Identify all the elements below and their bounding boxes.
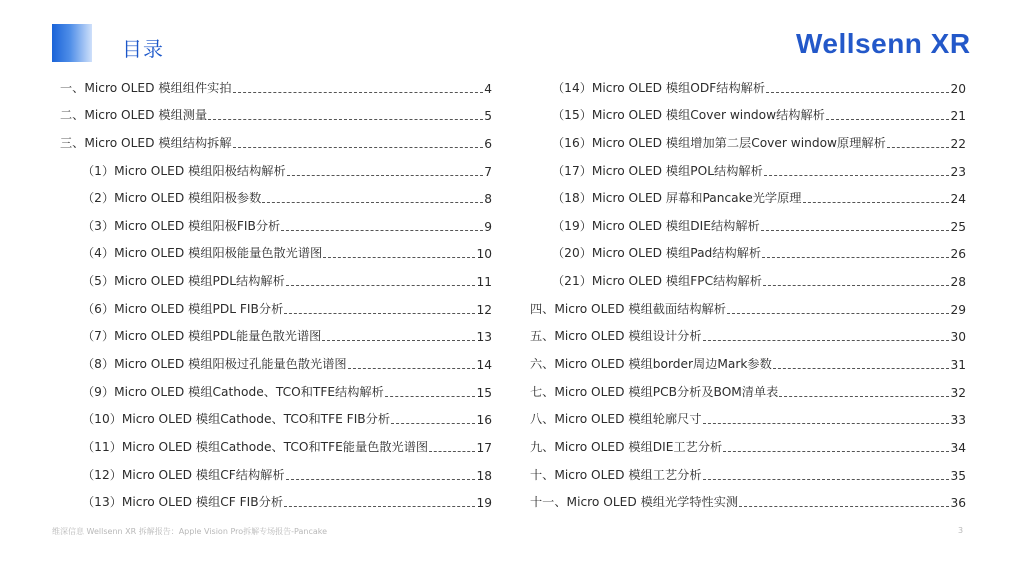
toc-item-label: （15）Micro OLED 模组Cover window结构解析 [552, 108, 825, 123]
toc-item-label: （14）Micro OLED 模组ODF结构解析 [552, 80, 766, 95]
toc-item-label: （3）Micro OLED 模组阳极FIB分析 [82, 218, 281, 233]
toc-item-page: 30 [950, 330, 966, 345]
toc-item-label: （10）Micro OLED 模组Cathode、TCO和TFE FIB分析 [82, 412, 391, 427]
toc-item[interactable] [530, 74, 966, 102]
toc-item-label: 十一、Micro OLED 模组光学特性实测 [530, 495, 739, 510]
toc-leader-dots [779, 396, 949, 397]
toc-leader-dots [391, 423, 475, 424]
toc-item-label: 八、Micro OLED 模组轮廓尺寸 [530, 412, 702, 427]
toc-leader-dots [385, 396, 476, 397]
toc-leader-dots [762, 257, 949, 258]
toc-item-label: （21）Micro OLED 模组FPC结构解析 [552, 274, 762, 289]
toc-item[interactable] [530, 102, 966, 130]
toc-leader-dots [233, 147, 484, 148]
toc-item[interactable] [530, 295, 966, 323]
toc-item-label: 二、Micro OLED 模组测量 [60, 108, 208, 123]
toc-leader-dots [764, 175, 950, 176]
toc-item-page: 35 [950, 468, 966, 483]
toc-item[interactable] [60, 102, 492, 130]
toc-item-page: 15 [476, 385, 492, 400]
toc-leader-dots [703, 479, 950, 480]
toc-leader-dots [887, 147, 950, 148]
toc-item-label: 六、Micro OLED 模组border周边Mark参数 [530, 357, 772, 372]
toc-item[interactable] [530, 406, 966, 434]
toc-item-label: 九、Micro OLED 模组DIE工艺分析 [530, 439, 723, 454]
toc-item-page: 21 [950, 109, 966, 124]
toc-item[interactable] [530, 267, 966, 295]
toc-item-page: 36 [950, 496, 966, 511]
toc-leader-dots [727, 313, 950, 314]
toc-item-page: 14 [476, 358, 492, 373]
toc-item-page: 11 [476, 275, 492, 290]
toc-leader-dots [233, 92, 484, 93]
toc-column-left [60, 74, 492, 516]
toc-item-label: （19）Micro OLED 模组DIE结构解析 [552, 218, 760, 233]
toc-item-label: 三、Micro OLED 模组结构拆解 [60, 135, 232, 150]
toc-leader-dots [766, 92, 949, 93]
toc-item-page: 10 [476, 247, 492, 262]
toc-item[interactable] [60, 267, 492, 295]
toc-item-page: 12 [476, 302, 492, 317]
page-title: 目录 [122, 37, 164, 61]
toc-item-label: 四、Micro OLED 模组截面结构解析 [530, 301, 726, 316]
toc-leader-dots [723, 451, 949, 452]
toc-item[interactable] [530, 157, 966, 185]
toc-item-label: （5）Micro OLED 模组PDL结构解析 [82, 274, 285, 289]
toc-leader-dots [348, 368, 476, 369]
toc-item[interactable] [60, 323, 492, 351]
toc-item[interactable] [530, 323, 966, 351]
footer-note: 维深信息 Wellsenn XR 拆解报告：Apple Vision Pro拆解专场报告-Pancake [52, 527, 328, 536]
toc-item-label: 五、Micro OLED 模组设计分析 [530, 329, 702, 344]
toc-item-page: 24 [950, 192, 966, 207]
toc-item-label: （1）Micro OLED 模组阳极结构解析 [82, 163, 286, 178]
toc-item[interactable] [60, 350, 492, 378]
toc-item[interactable] [60, 212, 492, 240]
toc-item-page: 16 [476, 413, 492, 428]
toc-item-label: （9）Micro OLED 模组Cathode、TCO和TFE结构解析 [82, 384, 384, 399]
toc-item[interactable] [530, 461, 966, 489]
toc-item-label: （4）Micro OLED 模组阳极能量色散光谱图 [82, 246, 323, 261]
toc-item[interactable] [60, 129, 492, 157]
toc-item-page: 5 [484, 109, 492, 124]
toc-item-page: 9 [484, 219, 492, 234]
toc-leader-dots [286, 285, 476, 286]
toc-item-page: 23 [950, 164, 966, 179]
toc-item-label: （18）Micro OLED 屏幕和Pancake光学原理 [552, 191, 802, 206]
toc-item-page: 20 [950, 81, 966, 96]
toc-leader-dots [429, 451, 475, 452]
wellsenn-xr-logo: Wellsenn XR [796, 28, 971, 59]
toc-item-page: 4 [484, 81, 492, 96]
toc-item-page: 17 [476, 440, 492, 455]
toc-leader-dots [287, 175, 484, 176]
toc-item[interactable] [60, 489, 492, 517]
toc-item-page: 34 [950, 440, 966, 455]
toc-item-label: （11）Micro OLED 模组Cathode、TCO和TFE能量色散光谱图 [82, 439, 429, 454]
toc-item-page: 33 [950, 413, 966, 428]
toc-item-page: 32 [950, 385, 966, 400]
toc-item-page: 18 [476, 468, 492, 483]
toc-leader-dots [803, 202, 950, 203]
toc-item-label: （8）Micro OLED 模组阳极过孔能量色散光谱图 [82, 357, 347, 372]
toc-item[interactable] [60, 406, 492, 434]
toc-leader-dots [323, 257, 475, 258]
toc-item[interactable] [530, 378, 966, 406]
toc-item-label: （2）Micro OLED 模组阳极参数 [82, 191, 262, 206]
toc-item[interactable] [530, 240, 966, 268]
toc-leader-dots [284, 506, 475, 507]
toc-item-label: （7）Micro OLED 模组PDL能量色散光谱图 [82, 329, 322, 344]
toc-item-page: 7 [484, 164, 492, 179]
toc-item-page: 31 [950, 358, 966, 373]
toc-item-page: 26 [950, 247, 966, 262]
toc-item[interactable] [60, 461, 492, 489]
toc-leader-dots [703, 340, 950, 341]
toc-item-page: 19 [476, 496, 492, 511]
toc-item-label: 一、Micro OLED 模组组件实拍 [60, 80, 232, 95]
title-accent-bar [52, 24, 92, 62]
toc-leader-dots [826, 119, 950, 120]
toc-item-label: （13）Micro OLED 模组CF FIB分析 [82, 495, 284, 510]
toc-item[interactable] [530, 185, 966, 213]
toc-item-page: 8 [484, 192, 492, 207]
toc-leader-dots [262, 202, 483, 203]
toc-item-label: （6）Micro OLED 模组PDL FIB分析 [82, 301, 284, 316]
toc-item[interactable] [530, 212, 966, 240]
toc-item[interactable] [60, 378, 492, 406]
toc-leader-dots [322, 340, 475, 341]
toc-leader-dots [208, 119, 483, 120]
toc-column-right [530, 74, 966, 516]
toc-leader-dots [284, 313, 475, 314]
toc-item[interactable] [530, 489, 966, 517]
toc-item[interactable] [530, 350, 966, 378]
toc-item[interactable] [60, 295, 492, 323]
toc-leader-dots [761, 230, 950, 231]
toc-leader-dots [763, 285, 950, 286]
toc-leader-dots [281, 230, 483, 231]
page-number: 3 [958, 526, 964, 535]
toc-item-label: 七、Micro OLED 模组PCB分析及BOM清单表 [530, 384, 779, 399]
toc-item[interactable] [60, 240, 492, 268]
toc-item-label: （12）Micro OLED 模组CF结构解析 [82, 467, 285, 482]
toc-item-label: 十、Micro OLED 模组工艺分析 [530, 467, 702, 482]
toc-item[interactable] [530, 433, 966, 461]
toc-leader-dots [773, 368, 950, 369]
toc-item[interactable] [60, 185, 492, 213]
toc-item-page: 29 [950, 302, 966, 317]
toc-item-label: （20）Micro OLED 模组Pad结构解析 [552, 246, 762, 261]
toc-item-label: （16）Micro OLED 模组增加第二层Cover window原理解析 [552, 135, 886, 150]
toc-item-page: 6 [484, 136, 492, 151]
toc-item[interactable] [60, 74, 492, 102]
toc-leader-dots [739, 506, 949, 507]
toc-item[interactable] [60, 433, 492, 461]
toc-leader-dots [703, 423, 950, 424]
toc-item-label: （17）Micro OLED 模组POL结构解析 [552, 163, 763, 178]
toc-item-page: 13 [476, 330, 492, 345]
toc-item[interactable] [60, 157, 492, 185]
toc-item-page: 28 [950, 275, 966, 290]
toc-item[interactable] [530, 129, 966, 157]
toc-leader-dots [286, 479, 476, 480]
toc-item-page: 22 [950, 136, 966, 151]
toc-item-page: 25 [950, 219, 966, 234]
